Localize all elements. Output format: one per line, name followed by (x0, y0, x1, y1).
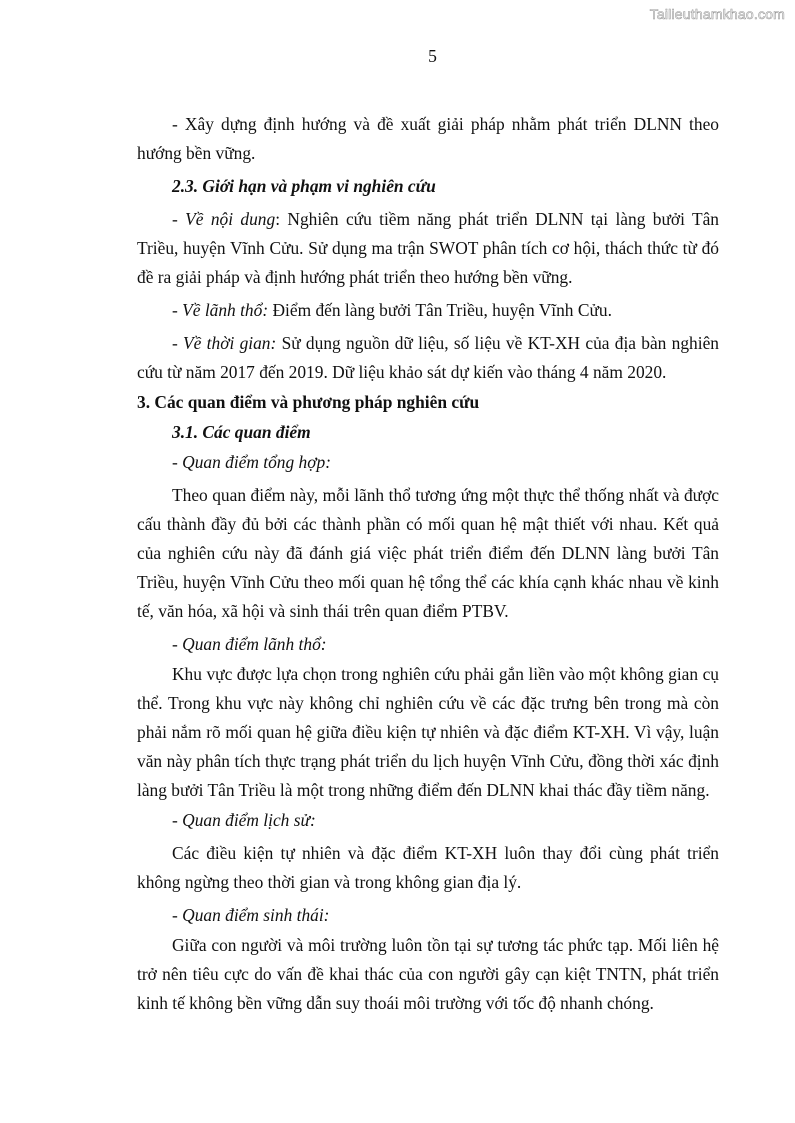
watermark: Tailieuthamkhao.com (649, 6, 785, 22)
paragraph: Giữa con người và môi trường luôn tồn tại sự tương tác phức tạp. Mối liên hệ trở nên tiêu cực do vấn đề khai thác của con người gây cạn kiệt TNTN, phát triển kinh tế không bền vững dẫn suy thoái môi trường với tốc độ nhanh chóng. (137, 935, 719, 1013)
paragraph: - Về lãnh thổ: Điểm đến làng bưởi Tân Triều, huyện Vĩnh Cửu. (172, 300, 612, 320)
subsection-heading: 3.1. Các quan điểm (172, 422, 311, 442)
viewpoint-label: - Quan điểm tổng hợp: (172, 452, 332, 472)
viewpoint-label: - Quan điểm lịch sử: (172, 810, 316, 830)
paragraph: Khu vực được lựa chọn trong nghiên cứu phải gắn liền vào một không gian cụ thể. Trong khu vực này không chỉ nghiên cứu về các đặc trưng bên trong mà còn phải nắm rõ mối quan hệ giữa điều kiện tự nhiên và đặc điểm KT-XH. Vì vậy, luận văn này phân tích thực trạng phát triển du lịch huyện Vĩnh Cửu, đồng thời xác định làng bưởi Tân Triều là một trong những điểm đến DLNN khai thác đầy tiềm năng. (137, 664, 719, 800)
viewpoint-label: - Quan điểm lãnh thổ: (172, 634, 327, 654)
page-number: 5 (428, 46, 437, 66)
document-body (137, 110, 719, 1019)
paragraph: Theo quan điểm này, mỗi lãnh thổ tương ứng một thực thể thống nhất và được cấu thành đầy đủ bởi các thành phần có mối quan hệ mật thiết với nhau. Kết quả của nghiên cứu này đã đánh giá việc phát triển điểm đến DLNN làng bưởi Tân Triều, huyện Vĩnh Cửu theo mối quan hệ tổng thể các khía cạnh khác nhau về kinh tế, văn hóa, xã hội và sinh thái trên quan điểm PTBV. (137, 485, 719, 621)
paragraph: - Xây dựng định hướng và đề xuất giải pháp nhằm phát triển DLNN theo hướng bền vững. (137, 114, 719, 163)
paragraph: Các điều kiện tự nhiên và đặc điểm KT-XH luôn thay đổi cùng phát triển không ngừng theo thời gian và trong không gian địa lý. (137, 843, 719, 892)
viewpoint-label: - Quan điểm sinh thái: (172, 905, 330, 925)
subsection-heading: 2.3. Giới hạn và phạm vi nghiên cứu (172, 176, 436, 196)
paragraph: - Về nội dung: Nghiên cứu tiềm năng phát triển DLNN tại làng bưởi Tân Triều, huyện Vĩnh Cửu. Sử dụng ma trận SWOT phân tích cơ hội, thách thức từ đó đề ra giải pháp và định hướng phát triển theo hướng bền vững. (137, 209, 719, 287)
section-heading: 3. Các quan điểm và phương pháp nghiên cứu (137, 392, 480, 412)
paragraph: - Về thời gian: Sử dụng nguồn dữ liệu, số liệu về KT-XH của địa bàn nghiên cứu từ năm 2017 đến 2019. Dữ liệu khảo sát dự kiến vào tháng 4 năm 2020. (137, 333, 719, 382)
